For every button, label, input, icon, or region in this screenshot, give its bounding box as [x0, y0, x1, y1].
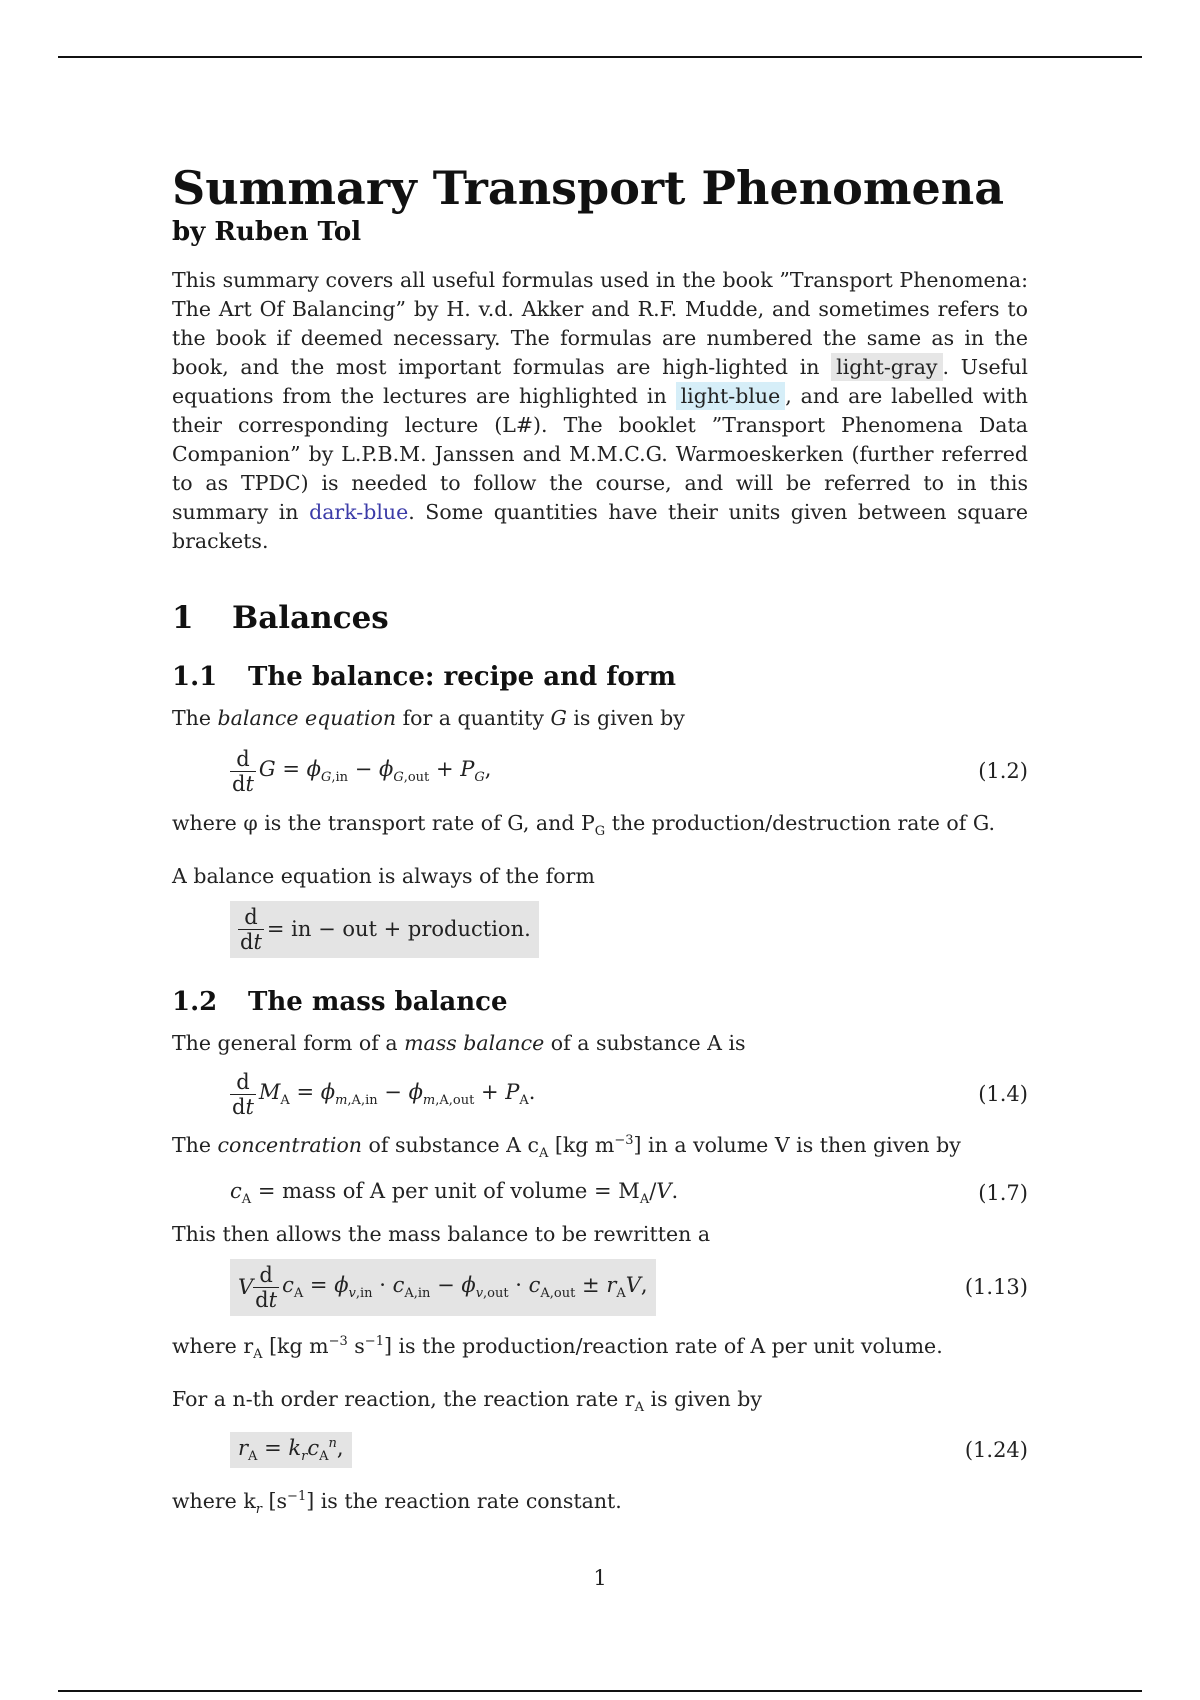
intro-paragraph [172, 266, 1028, 556]
dark-blue-link[interactable]: dark-blue [309, 500, 409, 524]
transport-rate-text: where φ is the transport rate of G, and $P_G$ the production/destruction rate of G. [172, 811, 995, 840]
mass-balance-intro-text: The general form of a mass balance of a substance A is [172, 1031, 746, 1056]
concentration-text: The concentration of substance A $c_A$ [kg $m^{-3}$] in a volume V is then given by [172, 1132, 961, 1162]
equation-1-2: $\frac{d}{dt}$ $G = \phi_{G,in} - \phi_{G,out} + P_G$, (1.2) [232, 746, 1028, 796]
intro-text-1: This summary covers all useful formulas used in the book ”Transport Phenomena: The Art Of Balancing” by H. v.d. Akker and R.F. Mudde, and sometimes refers to the book if deemed necessary. The formulas are numbered the same as in the book, and the most important formulas are high-lighted in [172, 268, 1028, 379]
subsection-heading-recipe [172, 660, 1028, 694]
balance-form-text: A balance equation is always of the form [172, 864, 595, 889]
section-heading-balances [172, 598, 1028, 638]
document-author: by Ruben Tol [172, 217, 362, 247]
document-page [172, 160, 1028, 1524]
nth-order-text: For a n-th order reaction, the reaction rate $r_A$ is given by [172, 1386, 762, 1416]
section-title: Balances [232, 600, 389, 636]
footer-rule [58, 1690, 1142, 1692]
subsection-number: 1.1 [172, 662, 218, 692]
header-rule [58, 56, 1142, 58]
reaction-rate-text: where $r_A$ [kg $m^{-3}$ $s^{-1}$] is the production/reaction rate of A per unit volume. [172, 1333, 943, 1362]
balance-form-equation [230, 899, 1028, 959]
equation-number: (1.4) [978, 1082, 1028, 1107]
rewrite-text: This then allows the mass balance to be rewritten a [172, 1222, 711, 1247]
intro-text-4: . Some quantities have their units given between square brackets. [172, 500, 1028, 553]
equation-1-13 [230, 1257, 1028, 1317]
balance-intro-text: The balance equation for a quantity G is given by [172, 706, 685, 730]
intro-text-2: . Useful equations from the lectures are highlighted in [172, 355, 1028, 408]
rate-constant-text: where $k_r$ $[s^{-1}]$ is the reaction rate constant. [172, 1488, 622, 1517]
equation-number: (1.13) [964, 1275, 1028, 1300]
light-blue-highlight: light-blue [676, 382, 786, 410]
highlighted-equation: $r_A = k_rc_A^n$, [230, 1432, 352, 1468]
equation-1-4: $\frac{d}{dt}$ $M_A = \phi_{m,A,in} - \phi_{m,A,out} + P_A$. (1.4) [232, 1069, 1028, 1119]
equation-number: (1.2) [978, 759, 1028, 783]
highlighted-equation: $\frac{d}{dt}$ = in − out + production. [230, 901, 539, 958]
equation-number: (1.7) [978, 1181, 1028, 1206]
equation-number: (1.24) [964, 1438, 1028, 1463]
subsection-title: The balance: recipe and form [248, 662, 676, 692]
document-title: Summary Transport Phenomena [172, 161, 1005, 215]
equation-1-7: $c_A$ = mass of A per unit of volume = $M_A/V$. (1.7) [230, 1178, 1028, 1208]
page-number: 1 [593, 1566, 607, 1590]
section-number: 1 [172, 600, 194, 636]
intro-text-3: , and are labelled with their corresponding lecture (L#). The booklet ”Transport Phenomena Data Companion” by L.P.B.M. Janssen and M.M.C.G. Warmoeskerken (further referred to as TPDC) is needed to follow the course, and will be referred to in this summary in [172, 384, 1028, 524]
highlighted-equation: V $\frac{d}{dt}$ $c_A = \phi_{v,in} \cdot c_{A,in} - \phi_{v,out} \cdot c_{A,out} \pm r_AV$, [230, 1259, 656, 1316]
equation-1-24 [230, 1430, 1028, 1470]
light-gray-highlight: light-gray [831, 353, 942, 381]
subsection-number: 1.2 [172, 987, 218, 1018]
subsection-title: The mass balance [248, 987, 508, 1018]
subsection-heading-mass-balance [172, 985, 1028, 1019]
